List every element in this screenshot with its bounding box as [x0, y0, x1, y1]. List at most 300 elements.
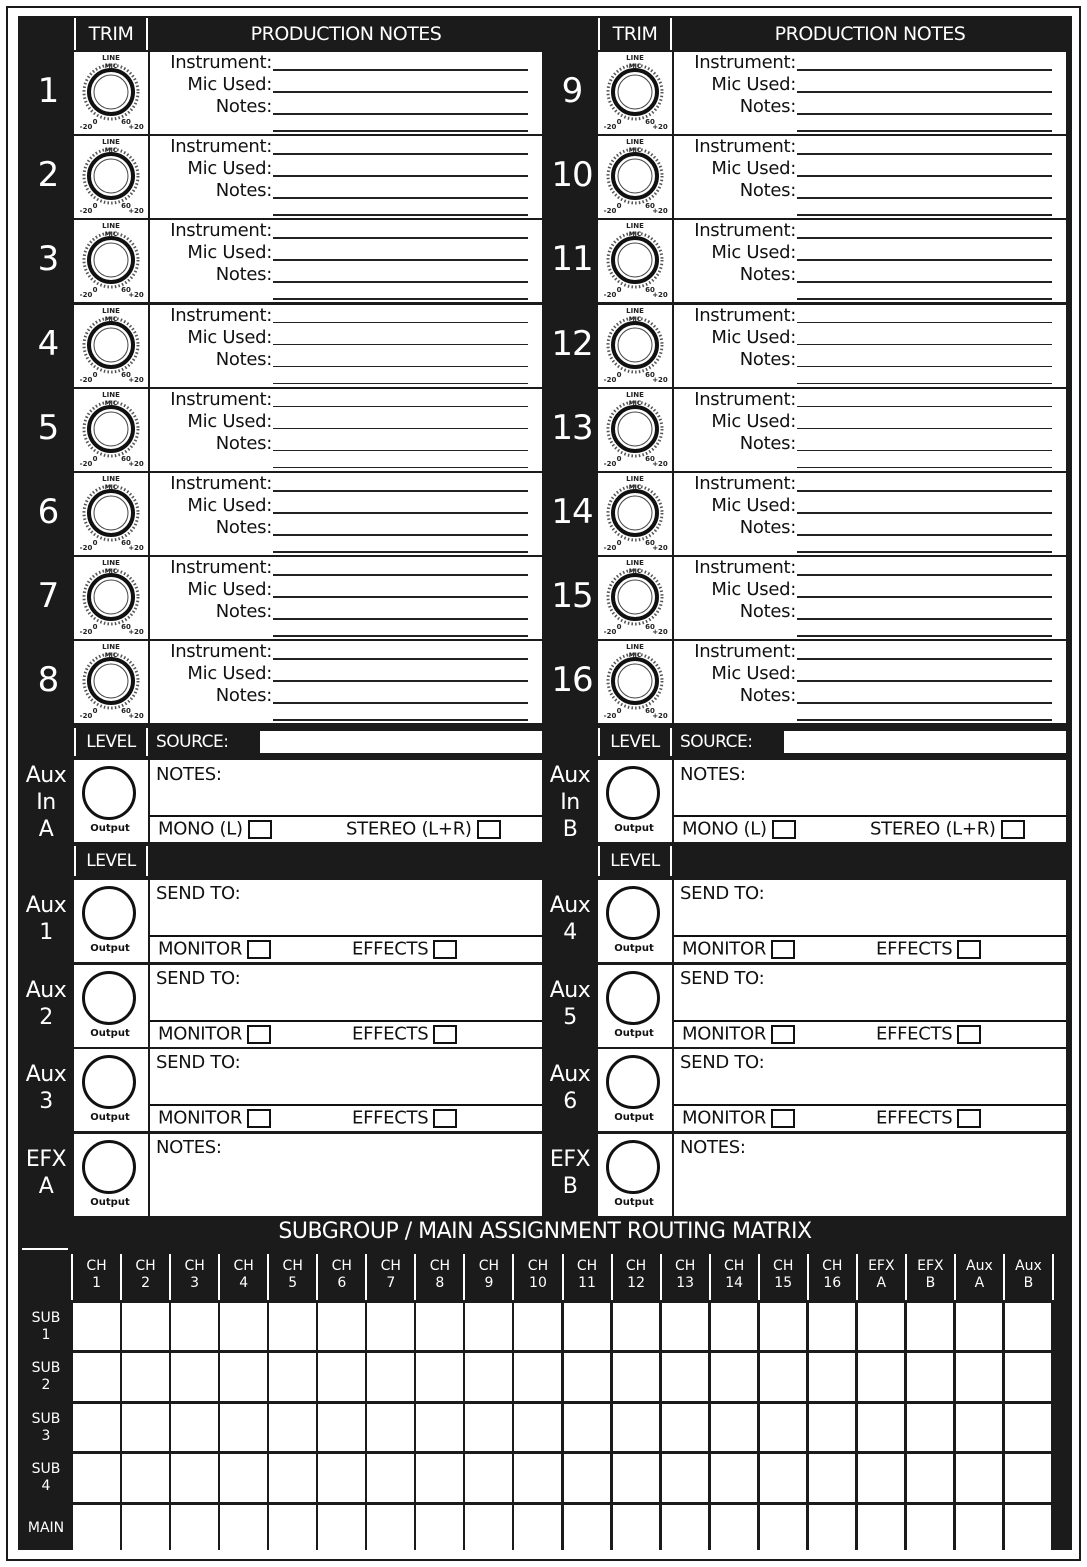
notes-field-extra[interactable]: [273, 551, 528, 553]
stereo-checkbox[interactable]: [477, 820, 501, 839]
matrix-cell[interactable]: [514, 1404, 561, 1451]
matrix-cell[interactable]: [318, 1404, 365, 1451]
matrix-cell[interactable]: [907, 1505, 954, 1552]
notes-field-extra[interactable]: [273, 383, 528, 385]
matrix-cell[interactable]: [171, 1505, 218, 1552]
monitor-option[interactable]: MONITOR: [682, 1025, 795, 1044]
matrix-cell[interactable]: [318, 1303, 365, 1350]
matrix-column-header: CH 2: [135, 1258, 156, 1291]
instrument-label: Instrument:: [694, 557, 796, 579]
notes-field[interactable]: [273, 618, 528, 620]
matrix-cell[interactable]: [122, 1454, 169, 1501]
mic-used-label: Mic Used:: [187, 158, 272, 180]
source-header: SOURCE:: [680, 732, 753, 752]
knob-sixty-label: 60: [121, 118, 131, 126]
matrix-cell[interactable]: [662, 1505, 709, 1552]
mic-used-field[interactable]: [797, 428, 1052, 430]
matrix-cell[interactable]: [809, 1353, 856, 1400]
stereo-option[interactable]: STEREO (L+R): [870, 820, 1025, 839]
notes-field-extra[interactable]: [273, 467, 528, 469]
matrix-cell[interactable]: [564, 1303, 611, 1350]
notes-label: Notes:: [215, 180, 272, 202]
matrix-cell[interactable]: [367, 1303, 414, 1350]
instrument-label: Instrument:: [694, 473, 796, 494]
matrix-cell[interactable]: [514, 1303, 561, 1350]
matrix-cell[interactable]: [858, 1505, 905, 1552]
instrument-field[interactable]: [797, 322, 1052, 324]
matrix-column-header: CH 8: [429, 1258, 451, 1291]
matrix-cell[interactable]: [564, 1404, 611, 1451]
trim-knob-icon[interactable]: [598, 389, 672, 469]
production-notes-header: PRODUCTION NOTES: [774, 23, 966, 45]
notes-field[interactable]: [273, 281, 528, 283]
matrix-cell[interactable]: [809, 1303, 856, 1350]
notes-field[interactable]: [273, 450, 528, 452]
knob-line-label: LINE: [626, 222, 644, 231]
notes-field-extra[interactable]: [797, 298, 1052, 300]
notes-field[interactable]: [273, 366, 528, 368]
matrix-row-label: SUB 1: [31, 1310, 61, 1343]
effects-checkbox[interactable]: [957, 1025, 981, 1044]
matrix-cell[interactable]: [711, 1303, 758, 1350]
trim-knob-icon[interactable]: [74, 641, 148, 721]
monitor-option[interactable]: MONITOR: [158, 1025, 271, 1044]
matrix-cell[interactable]: [465, 1454, 512, 1501]
notes-field[interactable]: [797, 702, 1052, 704]
knob-line-label: LINE: [626, 559, 644, 568]
matrix-cell[interactable]: [809, 1404, 856, 1451]
matrix-cell[interactable]: [465, 1505, 512, 1552]
matrix-cell[interactable]: [269, 1353, 316, 1400]
matrix-cell[interactable]: [1005, 1454, 1052, 1501]
mic-used-label: Mic Used:: [187, 495, 272, 516]
mono-option[interactable]: MONO (L): [682, 820, 796, 839]
instrument-field[interactable]: [273, 237, 528, 239]
stereo-checkbox[interactable]: [1001, 820, 1025, 839]
matrix-cell[interactable]: [760, 1303, 807, 1350]
knob-sixty-label: 60: [121, 539, 131, 547]
matrix-cell[interactable]: [613, 1454, 660, 1501]
matrix-cell[interactable]: [662, 1353, 709, 1400]
matrix-cell[interactable]: [416, 1353, 463, 1400]
effects-option[interactable]: EFFECTS: [352, 940, 457, 959]
effects-checkbox[interactable]: [957, 940, 981, 959]
matrix-cell[interactable]: [416, 1404, 463, 1451]
instrument-field[interactable]: [797, 490, 1052, 492]
matrix-cell[interactable]: [1005, 1353, 1052, 1400]
mic-used-field[interactable]: [797, 344, 1052, 346]
matrix-cell[interactable]: [220, 1353, 267, 1400]
matrix-column-header: CH 6: [331, 1258, 352, 1291]
mic-used-label: Mic Used:: [711, 663, 796, 685]
knob-zero-label: 0: [92, 454, 98, 463]
effects-option[interactable]: EFFECTS: [876, 1109, 981, 1128]
matrix-cell[interactable]: [73, 1404, 120, 1451]
trim-knob-icon[interactable]: [598, 220, 672, 300]
trim-knob-icon[interactable]: [598, 557, 672, 637]
matrix-cell[interactable]: [514, 1454, 561, 1501]
knob-max-label: +20: [652, 459, 668, 468]
monitor-checkbox[interactable]: [247, 940, 271, 959]
output-knob-icon[interactable]: [606, 1055, 660, 1109]
matrix-cell[interactable]: [711, 1505, 758, 1552]
trim-knob-icon[interactable]: [598, 641, 672, 721]
matrix-column-header: Aux A: [966, 1258, 993, 1291]
instrument-label: Instrument:: [694, 220, 796, 242]
matrix-cell[interactable]: [711, 1404, 758, 1451]
stereo-option[interactable]: STEREO (L+R): [346, 820, 501, 839]
matrix-cell[interactable]: [416, 1454, 463, 1501]
notes-field[interactable]: [797, 366, 1052, 368]
channel-number: 9: [561, 71, 583, 111]
matrix-column-header: CH 7: [380, 1258, 401, 1291]
knob-min-label: -20: [79, 291, 93, 300]
instrument-label: Instrument:: [170, 473, 272, 494]
knob-sixty-label: 60: [121, 286, 131, 295]
knob-sixty-label: 60: [645, 118, 655, 126]
knob-line-label: LINE: [102, 222, 120, 231]
matrix-cell[interactable]: [269, 1505, 316, 1552]
matrix-cell[interactable]: [318, 1353, 365, 1400]
effects-option[interactable]: EFFECTS: [876, 940, 981, 959]
notes-field-extra[interactable]: [273, 635, 528, 637]
trim-knob-icon[interactable]: [74, 557, 148, 637]
matrix-cell[interactable]: [171, 1353, 218, 1400]
matrix-column-header: Aux B: [1015, 1258, 1042, 1291]
knob-max-label: +20: [652, 375, 668, 384]
output-knob-icon[interactable]: [82, 886, 136, 940]
mic-used-field[interactable]: [273, 680, 528, 682]
aux-level-header: LEVEL: [74, 846, 148, 876]
matrix-cell[interactable]: [220, 1454, 267, 1501]
matrix-cell[interactable]: [416, 1303, 463, 1350]
matrix-col-sep: [1052, 1254, 1054, 1300]
monitor-checkbox[interactable]: [771, 940, 795, 959]
instrument-field[interactable]: [273, 406, 528, 408]
output-knob-icon[interactable]: [82, 971, 136, 1025]
matrix-cell[interactable]: [1005, 1303, 1052, 1350]
aux-in-divider: [674, 815, 1066, 817]
aux-in-notes-label: NOTES:: [680, 764, 746, 785]
monitor-checkbox[interactable]: [247, 1025, 271, 1044]
matrix-cell[interactable]: [367, 1353, 414, 1400]
notes-field-extra[interactable]: [273, 298, 528, 300]
instrument-field[interactable]: [273, 322, 528, 324]
matrix-cell[interactable]: [760, 1505, 807, 1552]
effects-checkbox[interactable]: [433, 1025, 457, 1044]
matrix-cell[interactable]: [73, 1454, 120, 1501]
knob-zero-label: 0: [92, 707, 98, 716]
aux-send-label: Aux 1: [25, 893, 67, 945]
matrix-cell[interactable]: [1005, 1404, 1052, 1451]
matrix-cell[interactable]: [956, 1454, 1003, 1501]
notes-label: Notes:: [739, 348, 796, 370]
instrument-label: Instrument:: [694, 641, 796, 663]
matrix-cell[interactable]: [514, 1353, 561, 1400]
matrix-cell[interactable]: [220, 1505, 267, 1552]
matrix-cell[interactable]: [760, 1404, 807, 1451]
knob-zero-label: 0: [616, 539, 622, 547]
knob-sixty-label: 60: [645, 202, 655, 211]
matrix-cell[interactable]: [416, 1505, 463, 1552]
knob-mic-label: MIC: [104, 63, 118, 70]
instrument-field[interactable]: [797, 574, 1052, 576]
mono-option[interactable]: MONO (L): [158, 820, 272, 839]
mic-used-field[interactable]: [797, 91, 1052, 93]
matrix-cell[interactable]: [171, 1303, 218, 1350]
channel-number: 11: [551, 239, 593, 280]
trim-knob-icon[interactable]: [598, 473, 672, 553]
matrix-cell[interactable]: [269, 1404, 316, 1451]
notes-field[interactable]: [797, 197, 1052, 199]
matrix-title: SUBGROUP / MAIN ASSIGNMENT ROUTING MATRIX: [278, 1219, 812, 1244]
mic-used-field[interactable]: [273, 259, 528, 261]
trim-knob-icon[interactable]: [598, 136, 672, 216]
mic-used-label: Mic Used:: [711, 242, 796, 264]
matrix-cell[interactable]: [662, 1303, 709, 1350]
trim-knob-icon[interactable]: [74, 389, 148, 469]
monitor-option[interactable]: MONITOR: [682, 1109, 795, 1128]
matrix-cell[interactable]: [73, 1505, 120, 1552]
mic-used-field[interactable]: [797, 175, 1052, 177]
matrix-cell[interactable]: [220, 1404, 267, 1451]
matrix-cell[interactable]: [907, 1353, 954, 1400]
trim-knob-icon[interactable]: [598, 305, 672, 385]
instrument-field[interactable]: [273, 69, 528, 71]
mic-used-field[interactable]: [273, 91, 528, 93]
matrix-cell[interactable]: [613, 1353, 660, 1400]
mic-used-field[interactable]: [273, 512, 528, 514]
mic-used-field[interactable]: [273, 428, 528, 430]
mono-checkbox[interactable]: [772, 820, 796, 839]
matrix-cell[interactable]: [956, 1303, 1003, 1350]
instrument-field[interactable]: [797, 153, 1052, 155]
notes-field-extra[interactable]: [273, 719, 528, 721]
monitor-option[interactable]: MONITOR: [682, 940, 795, 959]
output-label: Output: [614, 1027, 654, 1039]
notes-field[interactable]: [273, 534, 528, 536]
matrix-cell[interactable]: [318, 1454, 365, 1501]
monitor-checkbox[interactable]: [247, 1109, 271, 1128]
notes-field[interactable]: [273, 113, 528, 115]
matrix-cell[interactable]: [73, 1353, 120, 1400]
matrix-cell[interactable]: [564, 1454, 611, 1501]
instrument-field[interactable]: [797, 69, 1052, 71]
matrix-cell[interactable]: [613, 1303, 660, 1350]
instrument-label: Instrument:: [170, 220, 272, 242]
matrix-cell[interactable]: [907, 1454, 954, 1501]
notes-field-extra[interactable]: [797, 467, 1052, 469]
matrix-cell[interactable]: [122, 1303, 169, 1350]
output-knob-icon[interactable]: [606, 886, 660, 940]
trim-knob-icon[interactable]: [74, 305, 148, 385]
trim-knob-icon[interactable]: [598, 52, 672, 132]
notes-field[interactable]: [797, 113, 1052, 115]
send-divider: [150, 1104, 542, 1106]
mono-checkbox[interactable]: [248, 820, 272, 839]
matrix-cell[interactable]: [465, 1303, 512, 1350]
matrix-cell[interactable]: [269, 1454, 316, 1501]
knob-line-label: LINE: [102, 306, 120, 315]
mic-used-label: Mic Used:: [711, 326, 796, 348]
matrix-cell[interactable]: [465, 1404, 512, 1451]
matrix-cell[interactable]: [73, 1303, 120, 1350]
trim-knob-icon[interactable]: [74, 136, 148, 216]
instrument-field[interactable]: [797, 658, 1052, 660]
matrix-cell[interactable]: [122, 1505, 169, 1552]
matrix-cell[interactable]: [956, 1505, 1003, 1552]
matrix-cell[interactable]: [220, 1303, 267, 1350]
matrix-cell[interactable]: [465, 1353, 512, 1400]
notes-field-extra[interactable]: [797, 383, 1052, 385]
matrix-cell[interactable]: [809, 1505, 856, 1552]
matrix-cell[interactable]: [711, 1353, 758, 1400]
mic-used-field[interactable]: [797, 259, 1052, 261]
instrument-field[interactable]: [273, 658, 528, 660]
effects-option[interactable]: EFFECTS: [876, 1025, 981, 1044]
mic-used-field[interactable]: [797, 680, 1052, 682]
matrix-cell[interactable]: [367, 1454, 414, 1501]
send-divider: [674, 1104, 1066, 1106]
matrix-cell[interactable]: [858, 1454, 905, 1501]
knob-line-label: LINE: [102, 138, 120, 147]
mic-used-field[interactable]: [273, 175, 528, 177]
matrix-cell[interactable]: [514, 1505, 561, 1552]
notes-field[interactable]: [273, 702, 528, 704]
monitor-option[interactable]: MONITOR: [158, 1109, 271, 1128]
notes-field[interactable]: [797, 534, 1052, 536]
effects-checkbox[interactable]: [433, 1109, 457, 1128]
effects-option[interactable]: EFFECTS: [352, 1109, 457, 1128]
mic-used-field[interactable]: [273, 344, 528, 346]
matrix-cell[interactable]: [171, 1404, 218, 1451]
matrix-row-label: SUB 2: [31, 1360, 61, 1394]
matrix-cell[interactable]: [858, 1404, 905, 1451]
output-label: Output: [90, 1112, 130, 1123]
notes-label: Notes:: [215, 264, 272, 286]
matrix-cell[interactable]: [858, 1353, 905, 1400]
matrix-cell[interactable]: [613, 1505, 660, 1552]
output-knob-icon[interactable]: [606, 1140, 660, 1194]
notes-label: Notes:: [215, 348, 272, 370]
channel-number: 1: [37, 71, 59, 111]
notes-field[interactable]: [797, 281, 1052, 283]
notes-field-extra[interactable]: [273, 214, 528, 216]
matrix-cell[interactable]: [858, 1303, 905, 1350]
matrix-cell[interactable]: [171, 1454, 218, 1501]
notes-field-extra[interactable]: [273, 130, 528, 132]
effects-checkbox[interactable]: [957, 1109, 981, 1128]
notes-field-extra[interactable]: [797, 551, 1052, 553]
matrix-cell[interactable]: [122, 1353, 169, 1400]
instrument-field[interactable]: [273, 153, 528, 155]
knob-line-label: LINE: [102, 390, 120, 399]
knob-sixty-label: 60: [645, 454, 655, 463]
instrument-field[interactable]: [797, 237, 1052, 239]
matrix-cell[interactable]: [122, 1404, 169, 1451]
notes-field-extra[interactable]: [797, 214, 1052, 216]
monitor-option[interactable]: MONITOR: [158, 940, 271, 959]
notes-label: Notes:: [215, 685, 272, 707]
trim-knob-icon[interactable]: [74, 473, 148, 553]
instrument-label: Instrument:: [694, 304, 796, 326]
notes-label: Notes:: [215, 517, 272, 538]
source-field[interactable]: [260, 731, 542, 753]
output-label: Output: [614, 1112, 654, 1123]
instrument-label: Instrument:: [170, 388, 272, 410]
mic-used-field[interactable]: [797, 512, 1052, 514]
mic-used-field[interactable]: [797, 596, 1052, 598]
instrument-field[interactable]: [273, 490, 528, 492]
notes-field[interactable]: [797, 450, 1052, 452]
instrument-field[interactable]: [273, 574, 528, 576]
matrix-cell[interactable]: [662, 1404, 709, 1451]
matrix-cell[interactable]: [564, 1505, 611, 1552]
matrix-cell[interactable]: [907, 1404, 954, 1451]
matrix-cell[interactable]: [662, 1454, 709, 1501]
output-knob-icon[interactable]: [606, 766, 660, 820]
notes-field[interactable]: [797, 618, 1052, 620]
effects-checkbox[interactable]: [433, 940, 457, 959]
matrix-cell[interactable]: [760, 1353, 807, 1400]
matrix-cell[interactable]: [711, 1454, 758, 1501]
knob-min-label: -20: [79, 712, 93, 721]
matrix-row-label: SUB 3: [31, 1410, 61, 1444]
mic-used-field[interactable]: [273, 596, 528, 598]
instrument-field[interactable]: [797, 406, 1052, 408]
output-knob-icon[interactable]: [606, 971, 660, 1025]
monitor-checkbox[interactable]: [771, 1025, 795, 1044]
send-to-label: SEND TO:: [156, 883, 241, 904]
trim-knob-icon[interactable]: [74, 52, 148, 132]
notes-field-extra[interactable]: [797, 130, 1052, 132]
trim-knob-icon[interactable]: [74, 220, 148, 300]
matrix-cell[interactable]: [760, 1454, 807, 1501]
matrix-cell[interactable]: [956, 1404, 1003, 1451]
monitor-checkbox[interactable]: [771, 1109, 795, 1128]
matrix-cell[interactable]: [318, 1505, 365, 1552]
channel-number: 4: [37, 323, 59, 364]
matrix-cell[interactable]: [907, 1303, 954, 1350]
effects-option[interactable]: EFFECTS: [352, 1025, 457, 1044]
matrix-column-header: CH 4: [233, 1258, 254, 1291]
notes-field-extra[interactable]: [797, 719, 1052, 721]
source-field[interactable]: [784, 731, 1066, 753]
output-knob-icon[interactable]: [82, 766, 136, 820]
aux-send-label: Aux 3: [25, 1062, 67, 1114]
notes-field-extra[interactable]: [797, 635, 1052, 637]
matrix-cell[interactable]: [1005, 1505, 1052, 1552]
send-to-label: SEND TO:: [156, 1052, 241, 1073]
notes-field[interactable]: [273, 197, 528, 199]
knob-zero-label: 0: [92, 202, 98, 211]
matrix-column-header: CH 13: [674, 1258, 696, 1291]
matrix-cell[interactable]: [564, 1353, 611, 1400]
output-knob-icon[interactable]: [82, 1055, 136, 1109]
matrix-cell[interactable]: [809, 1454, 856, 1501]
knob-max-label: +20: [128, 375, 144, 384]
matrix-column-header: CH 3: [184, 1258, 205, 1291]
matrix-cell[interactable]: [269, 1303, 316, 1350]
notes-label: Notes:: [215, 601, 272, 623]
matrix-cell[interactable]: [613, 1404, 660, 1451]
knob-min-label: -20: [79, 459, 93, 468]
matrix-cell[interactable]: [367, 1404, 414, 1451]
matrix-cell[interactable]: [367, 1505, 414, 1552]
matrix-cell[interactable]: [956, 1353, 1003, 1400]
level-header: LEVEL: [598, 728, 672, 756]
output-knob-icon[interactable]: [82, 1140, 136, 1194]
